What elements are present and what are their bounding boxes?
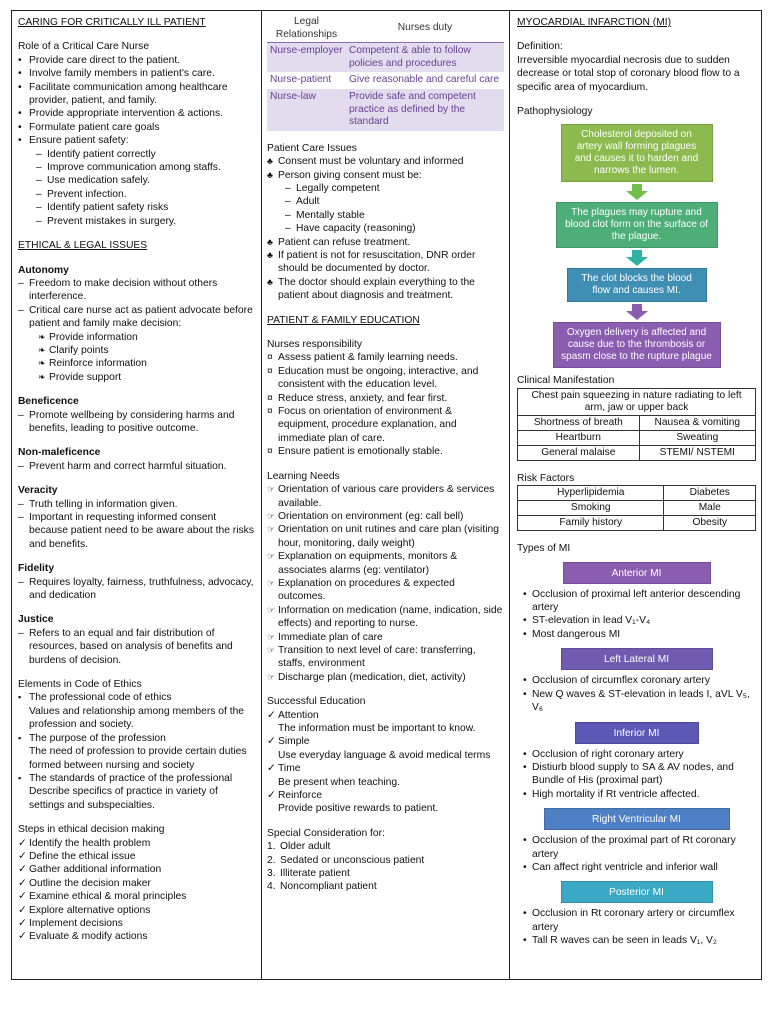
- autonomy-list: [18, 277, 255, 331]
- types-of-mi-heading: Types of MI: [517, 543, 571, 555]
- list-item: • Facilitate communication among healthcare provider, patient, and family.: [18, 81, 255, 108]
- list-item: • Formulate patient care goals: [18, 121, 255, 134]
- list-item: – Identify patient safety risks: [36, 201, 255, 214]
- list-item: • Occlusion of proximal left anterior descending artery: [523, 588, 756, 615]
- clinical-manifestation-heading: Clinical Manifestation: [517, 375, 615, 387]
- list-item: – Prevent mistakes in surgery.: [36, 215, 255, 228]
- table-row: [518, 501, 756, 516]
- table-row: [267, 43, 504, 73]
- down-arrow-icon: [517, 250, 756, 266]
- column-caring: [11, 10, 262, 980]
- table-cell: Give reasonable and careful care: [348, 74, 500, 86]
- veracity-list: [18, 498, 255, 552]
- list-item: • Involve family members in patient’s care.: [18, 67, 255, 80]
- table-cell: Chest pain squeezing in nature radiating to left arm, jaw or upper back: [518, 388, 756, 415]
- code-list: [18, 691, 255, 812]
- table-row: [518, 430, 756, 445]
- list-item: – Freedom to make decision without others interference.: [18, 277, 255, 304]
- list-item: ☞ Immediate plan of care: [267, 631, 504, 644]
- table-cell: Hyperlipidemia: [518, 486, 664, 501]
- list-item: • High mortality if Rt ventricle affected.: [523, 788, 756, 801]
- section-title-ethical: ETHICAL & LEGAL ISSUES: [18, 240, 148, 252]
- list-item: – Improve communication among staffs.: [36, 161, 255, 174]
- list-item: • Distiurb blood supply to SA & AV nodes, and Bundle of His (proximal part): [523, 761, 756, 788]
- list-item: ☞ Orientation on environment (eg: call bell): [267, 510, 504, 523]
- list-item: ✓ Time Be present when teaching.: [267, 762, 504, 789]
- legal-relationship-table: [267, 15, 504, 131]
- table-cell: Diabetes: [664, 486, 756, 501]
- mi-types: [517, 562, 756, 948]
- table-cell: Sweating: [639, 430, 755, 445]
- down-arrow-icon: [517, 304, 756, 320]
- list-item: ✓ Identify the health problem: [18, 837, 255, 850]
- list-item: • Occlusion of circumflex coronary artery: [523, 674, 756, 687]
- list-item: ❧ Reinforce information: [38, 357, 255, 370]
- list-item: • Occlusion of the proximal part of Rt coronary artery: [523, 834, 756, 861]
- list-item: ❧ Clarify points: [38, 344, 255, 357]
- steps-heading: Steps in ethical decision making: [18, 824, 165, 836]
- list-item: ▪ The professional code of ethics Values and relationship among members of the profession and society.: [18, 691, 255, 731]
- table-row: [518, 415, 756, 430]
- mi-type-label: Inferior MI: [575, 722, 699, 744]
- list-item: – Critical care nurse act as patient advocate before patient and family make decision:: [18, 304, 255, 331]
- list-item: – Identify patient correctly: [36, 148, 255, 161]
- list-item: – Important in requesting informed consent because patient need to be aware about the risks and benefits.: [18, 511, 255, 551]
- code-heading: Elements in Code of Ethics: [18, 679, 142, 691]
- table-row: [518, 388, 756, 415]
- table-cell: Provide safe and competent practice as defined by the standard: [346, 89, 504, 131]
- section-title-caring: CARING FOR CRITICALLY ILL PATIENT: [18, 17, 206, 28]
- advocate-list: [38, 331, 255, 385]
- list-item: ☞ Discharge plan (medication, diet, activity): [267, 671, 504, 684]
- list-item: – Have capacity (reasoning): [285, 222, 504, 235]
- list-item: – Legally competent: [285, 182, 504, 195]
- table-cell: Competent & able to follow policies and procedures: [346, 43, 504, 73]
- autonomy-heading: Autonomy: [18, 264, 69, 276]
- pathophysiology-heading: Pathophysiology: [517, 106, 593, 118]
- list-item: – Refers to an equal and fair distribution of resources, based on analysis of benefits and burdens of decision.: [18, 627, 255, 667]
- list-item: ✓ Examine ethical & moral principles: [18, 890, 255, 903]
- list-item: – Prevent infection.: [36, 188, 255, 201]
- table-cell: Shortness of breath: [518, 415, 640, 430]
- list-item: ✓ Attention The information must be important to know.: [267, 709, 504, 736]
- list-item: Older adult: [280, 841, 331, 853]
- list-item: ♣ The doctor should explain everything to the patient about diagnosis and treatment.: [267, 276, 504, 303]
- table-cell: Nurse-employer: [267, 43, 346, 73]
- list-item: ☞ Explanation on procedures & expected outcomes.: [267, 577, 504, 604]
- table-cell: General malaise: [518, 445, 640, 460]
- list-item: ✓ Reinforce Provide positive rewards to patient.: [267, 789, 504, 816]
- list-item: • Can affect right ventricle and inferior wall: [523, 861, 756, 874]
- list-item: • Ensure patient safety:: [18, 134, 255, 147]
- column-legal-education: [262, 10, 510, 980]
- list-item: Illiterate patient: [280, 868, 350, 880]
- down-arrow-icon: [517, 184, 756, 200]
- successful-education-list: [267, 709, 504, 816]
- mi-type-label: Posterior MI: [561, 881, 713, 903]
- responsibility-heading: Nurses responsibility: [267, 339, 362, 351]
- list-item: – Truth telling in information given.: [18, 498, 255, 511]
- list-item: ✓ Implement decisions: [18, 917, 255, 930]
- issues-list-more: [267, 236, 504, 303]
- risk-factors-heading: Risk Factors: [517, 472, 575, 484]
- list-item: ✓ Gather additional information: [18, 863, 255, 876]
- list-item: ✓ Evaluate & modify actions: [18, 930, 255, 943]
- list-item: ✓ Simple Use everyday language & avoid medical terms: [267, 735, 504, 762]
- list-item: – Use medication safely.: [36, 174, 255, 187]
- consent-list: [285, 182, 504, 236]
- table-cell: Smoking: [518, 501, 664, 516]
- risk-factors-table: [517, 485, 756, 531]
- fidelity-heading: Fidelity: [18, 563, 55, 575]
- steps-list: [18, 837, 255, 944]
- mi-type-list: [523, 907, 756, 947]
- mi-type-block: [517, 562, 756, 642]
- safety-list: [36, 148, 255, 228]
- flow-step: Oxygen delivery is affected and cause due to the thrombosis or spasm close to the rupture plague: [553, 322, 721, 368]
- list-item: ☞ Orientation on unit rutines and care plan (visiting hour, monitoring, daily weight): [267, 523, 504, 550]
- table-cell: Male: [664, 501, 756, 516]
- mi-type-list: [523, 674, 756, 714]
- table-cell: Nurse-law: [267, 89, 346, 131]
- nonmaleficence-list: [18, 460, 255, 473]
- list-item: – Mentally stable: [285, 209, 504, 222]
- mi-type-label: Left Lateral MI: [561, 648, 713, 670]
- list-item: ¤ Reduce stress, anxiety, and fear first.: [267, 392, 504, 405]
- mi-type-block: [517, 881, 756, 947]
- pathophysiology-flowchart: [517, 124, 756, 368]
- fidelity-list: [18, 576, 255, 603]
- issues-heading: Patient Care Issues: [267, 142, 357, 154]
- mi-type-label: Right Ventricular MI: [544, 808, 730, 830]
- list-item: ¤ Ensure patient is emotionally stable.: [267, 445, 504, 458]
- mi-type-block: [517, 648, 756, 714]
- special-consideration-list: [267, 840, 504, 894]
- justice-heading: Justice: [18, 614, 54, 626]
- table-cell: Nurse-patient: [270, 74, 332, 86]
- list-item: ▪ The standards of practice of the professional Describe specifics of practice in variety of settings and subspecialties.: [18, 772, 255, 812]
- list-item: ¤ Focus on orientation of environment & equipment, procedure explanation, and immediate plan of care.: [267, 405, 504, 445]
- beneficence-heading: Beneficence: [18, 396, 79, 408]
- table-row: [518, 486, 756, 501]
- list-item: – Requires loyalty, fairness, truthfulness, advocacy, and dedication: [18, 576, 255, 603]
- list-item: ✓ Outline the decision maker: [18, 877, 255, 890]
- section-title-education: PATIENT & FAMILY EDUCATION: [267, 314, 420, 326]
- mi-type-list: [523, 748, 756, 802]
- successful-education-heading: Successful Education: [267, 696, 366, 708]
- list-item: – Adult: [285, 195, 504, 208]
- mi-type-block: [517, 808, 756, 874]
- learning-needs-list: [267, 483, 504, 684]
- list-item: Noncompliant patient: [280, 881, 377, 893]
- list-item: ☞ Information on medication (name, indication, side effects) and reporting to nurse.: [267, 604, 504, 631]
- table-header: Legal Relationships: [267, 15, 346, 43]
- list-item: ☞ Explanation on equipments, monitors & associates alarms (eg: ventilator): [267, 550, 504, 577]
- list-item: ♣ Patient can refuse treatment.: [267, 236, 504, 249]
- role-list: [18, 54, 255, 148]
- list-item: • Provide care direct to the patient.: [18, 54, 255, 67]
- clinical-manifestation-table: [517, 388, 756, 461]
- list-item: • Provide appropriate intervention & actions.: [18, 107, 255, 120]
- learning-needs-heading: Learning Needs: [267, 470, 340, 482]
- table-row: [267, 89, 504, 131]
- issues-list: [267, 155, 504, 182]
- table-cell: STEMI/ NSTEMI: [639, 445, 755, 460]
- table-cell: Obesity: [664, 516, 756, 531]
- list-item: • Occlusion in Rt coronary artery or circumflex artery: [523, 907, 756, 934]
- mi-type-list: [523, 834, 756, 874]
- list-item: • Occlusion of right coronary artery: [523, 748, 756, 761]
- list-item: ¤ Education must be ongoing, interactive, and consistent with the education level.: [267, 365, 504, 392]
- list-item: – Prevent harm and correct harmful situation.: [18, 460, 255, 473]
- table-header: Nurses duty: [346, 15, 504, 43]
- list-item: ♣ Consent must be voluntary and informed: [267, 155, 504, 168]
- list-item: • ST-elevation in lead V₁-V₄: [523, 614, 756, 627]
- list-item: – Promote wellbeing by considering harms and benefits, leading to positive outcome.: [18, 409, 255, 436]
- list-item: • New Q waves & ST-elevation in leads I, aVL V₅, V₆: [523, 688, 756, 715]
- flow-step: The plagues may rupture and blood clot form on the surface of the plague.: [556, 202, 718, 248]
- definition-heading: Definition:: [517, 41, 563, 53]
- special-consideration-heading: Special Consideration for:: [267, 827, 385, 839]
- list-item: ¤ Assess patient & family learning needs.: [267, 351, 504, 364]
- list-item: Sedated or unconscious patient: [280, 854, 425, 866]
- list-item: ♣ Person giving consent must be:: [267, 169, 504, 182]
- role-heading: Role of a Critical Care Nurse: [18, 41, 150, 53]
- flow-step: Cholesterol deposited on artery wall forming plagues and causes it to harden and narrows the lumen.: [561, 124, 713, 182]
- flow-step: The clot blocks the blood flow and causes MI.: [567, 268, 707, 302]
- mi-type-list: [523, 588, 756, 642]
- list-item: • Tall R waves can be seen in leads V₁, V₂: [523, 934, 756, 947]
- list-item: ✓ Explore alternative options: [18, 904, 255, 917]
- list-item: ✓ Define the ethical issue: [18, 850, 255, 863]
- table-cell: Family history: [518, 516, 664, 531]
- list-item: ♣ If patient is not for resuscitation, DNR order should be documented by doctor.: [267, 249, 504, 276]
- table-row: [267, 72, 504, 89]
- table-row: [518, 445, 756, 460]
- beneficence-list: [18, 409, 255, 436]
- table-row: [518, 516, 756, 531]
- table-cell: Nausea & vomiting: [639, 415, 755, 430]
- list-item: ☞ Orientation of various care providers & services available.: [267, 483, 504, 510]
- list-item: • Most dangerous MI: [523, 628, 756, 641]
- list-item: ❧ Provide support: [38, 371, 255, 384]
- section-title-mi: MYOCARDIAL INFARCTION (MI): [517, 17, 672, 28]
- mi-type-block: [517, 722, 756, 802]
- list-item: ☞ Transition to next level of care: transferring, staffs, environment: [267, 644, 504, 671]
- list-item: ▪ The purpose of the profession The need of profession to provide certain duties formed between nursing and society: [18, 732, 255, 772]
- definition-text: Irreversible myocardial necrosis due to sudden decrease or total stop of coronary blood flow to a specific area of myocardium.: [517, 54, 740, 93]
- column-mi: [510, 10, 762, 980]
- justice-list: [18, 627, 255, 667]
- veracity-heading: Veracity: [18, 485, 58, 497]
- mi-type-label: Anterior MI: [563, 562, 711, 584]
- list-item: ❧ Provide information: [38, 331, 255, 344]
- responsibility-list: [267, 351, 504, 458]
- nonmaleficence-heading: Non-maleficence: [18, 447, 101, 459]
- table-cell: Heartburn: [518, 430, 640, 445]
